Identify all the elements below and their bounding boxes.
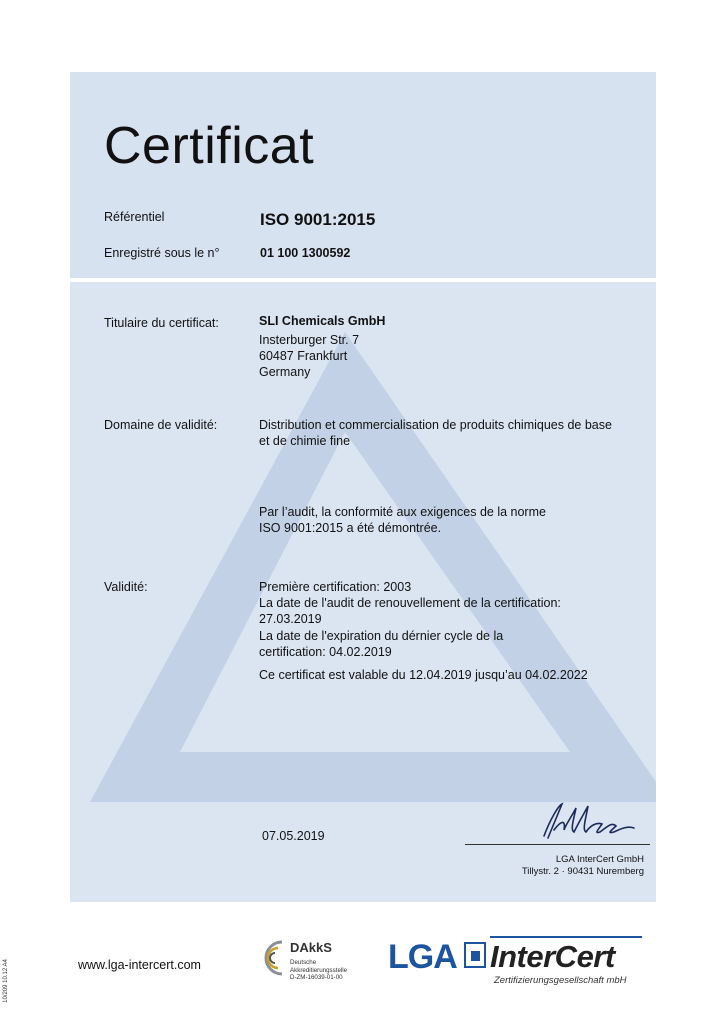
scope-line: et de chimie fine [259, 434, 351, 448]
issue-date: 07.05.2019 [262, 829, 325, 843]
registration-value: 01 100 1300592 [260, 246, 351, 260]
dakks-line: Akkreditierungsstelle [290, 966, 348, 974]
validity-period: Ce certificat est valable du 12.04.2019 jusqu’au 04.02.2022 [259, 668, 588, 682]
certificate-body-panel [70, 282, 656, 902]
validity-line: certification: 04.02.2019 [259, 645, 392, 659]
scope-label: Domaine de validité: [104, 418, 218, 432]
holder-label: Titulaire du certificat: [104, 316, 219, 330]
holder-name: SLI Chemicals GmbH [259, 314, 386, 328]
standard-value: ISO 9001:2015 [260, 210, 376, 229]
document-code: 10/209 10.12 A4 [2, 959, 9, 1003]
validity-line: Première certification: 2003 [259, 580, 412, 594]
scope-line: Distribution et commercialisation de produits chimiques de base [259, 418, 612, 432]
dakks-name: DAkkS [290, 940, 332, 955]
intercert-wordmark: InterCert [490, 939, 615, 974]
lga-intercert-logo [388, 934, 654, 990]
issuer-name: LGA InterCert GmbH [555, 854, 644, 865]
conformity-statement: ISO 9001:2015 a été démontrée. [259, 521, 442, 535]
dakks-details [290, 959, 347, 982]
certificate-header-panel [70, 72, 656, 278]
lga-wordmark: LGA [388, 938, 457, 976]
certificate-title: Certificat [104, 117, 315, 175]
logo-tagline: Zertifizierungsgesellschaft mbH [494, 975, 627, 986]
standard-label: Référentiel [104, 210, 165, 224]
validity-line: La date de l'audit de renouvellement de la certification: [259, 596, 561, 610]
issuer-block [522, 854, 644, 878]
registration-label: Enregistré sous le n° [104, 246, 220, 260]
logo-rule [490, 936, 642, 938]
conformity-statement: Par l’audit, la conformité aux exigences de la norme [259, 505, 546, 519]
dakks-accreditation-logo [252, 926, 372, 992]
website-link[interactable]: www.lga-intercert.com [78, 958, 201, 972]
signature-line [465, 844, 650, 845]
validity-line: La date de l'expiration du dérnier cycle de la [259, 629, 504, 643]
holder-address-line: Insterburger Str. 7 [259, 333, 360, 347]
validity-line: 27.03.2019 [259, 612, 322, 626]
dakks-line: Deutsche [290, 959, 317, 966]
dakks-emblem-icon [254, 938, 290, 978]
lga-square-icon [464, 942, 486, 968]
signature-icon [536, 800, 646, 846]
holder-address-line: Germany [259, 365, 311, 379]
dakks-accreditation-number: D-ZM-16039-01-00 [290, 974, 343, 981]
holder-address-line: 60487 Frankfurt [259, 349, 348, 363]
validity-label: Validité: [104, 580, 148, 594]
issuer-address: Tillystr. 2 · 90431 Nuremberg [521, 866, 644, 877]
